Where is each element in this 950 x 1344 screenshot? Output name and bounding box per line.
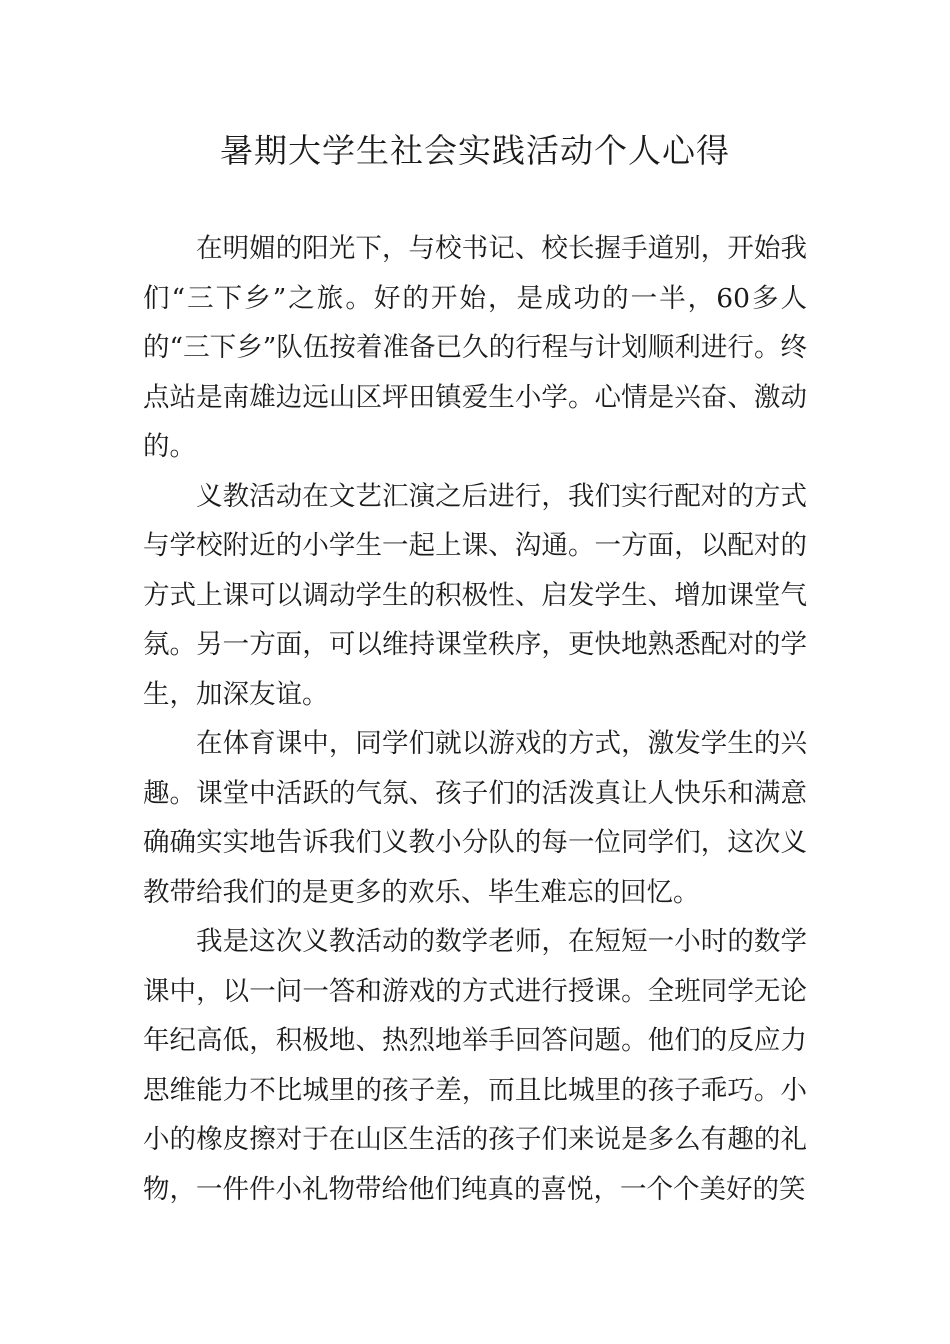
paragraph: 在体育课中，同学们就以游戏的方式，激发学生的兴趣。课堂中活跃的气氛、孩子们的活泼真让人快乐和满意确确实实地告诉我们义教小分队的每一位同学们，这次义教带给我们的是更多的欢乐、毕生难忘的回忆。 <box>143 728 807 908</box>
document-body <box>143 224 807 1214</box>
document-title: 暑期大学生社会实践活动个人心得 <box>220 131 730 170</box>
paragraph: 义教活动在文艺汇演之后进行，我们实行配对的方式与学校附近的小学生一起上课、沟通。一方面，以配对的方式上课可以调动学生的积极性、启发学生、增加课堂气氛。另一方面，可以维持课堂秩序，更快地熟悉配对的学生，加深友谊。 <box>143 480 807 710</box>
paragraph: 在明媚的阳光下，与校书记、校长握手道别，开始我们“三下乡”之旅。好的开始，是成功的一半，60多人的“三下乡”队伍按着准备已久的行程与计划顺利进行。终点站是南雄边远山区坪田镇爱生小学。心情是兴奋、激动的。 <box>143 233 807 462</box>
paragraph: 我是这次义教活动的数学老师，在短短一小时的数学课中，以一问一答和游戏的方式进行授课。全班同学无论年纪高低，积极地、热烈地举手回答问题。他们的反应力思维能力不比城里的孩子差，而且比城里的孩子乖巧。小小的橡皮擦对于在山区生活的孩子们来说是多么有趣的礼物，一件件小礼物带给他们纯真的喜悦，一个个美好的笑 <box>143 926 807 1205</box>
